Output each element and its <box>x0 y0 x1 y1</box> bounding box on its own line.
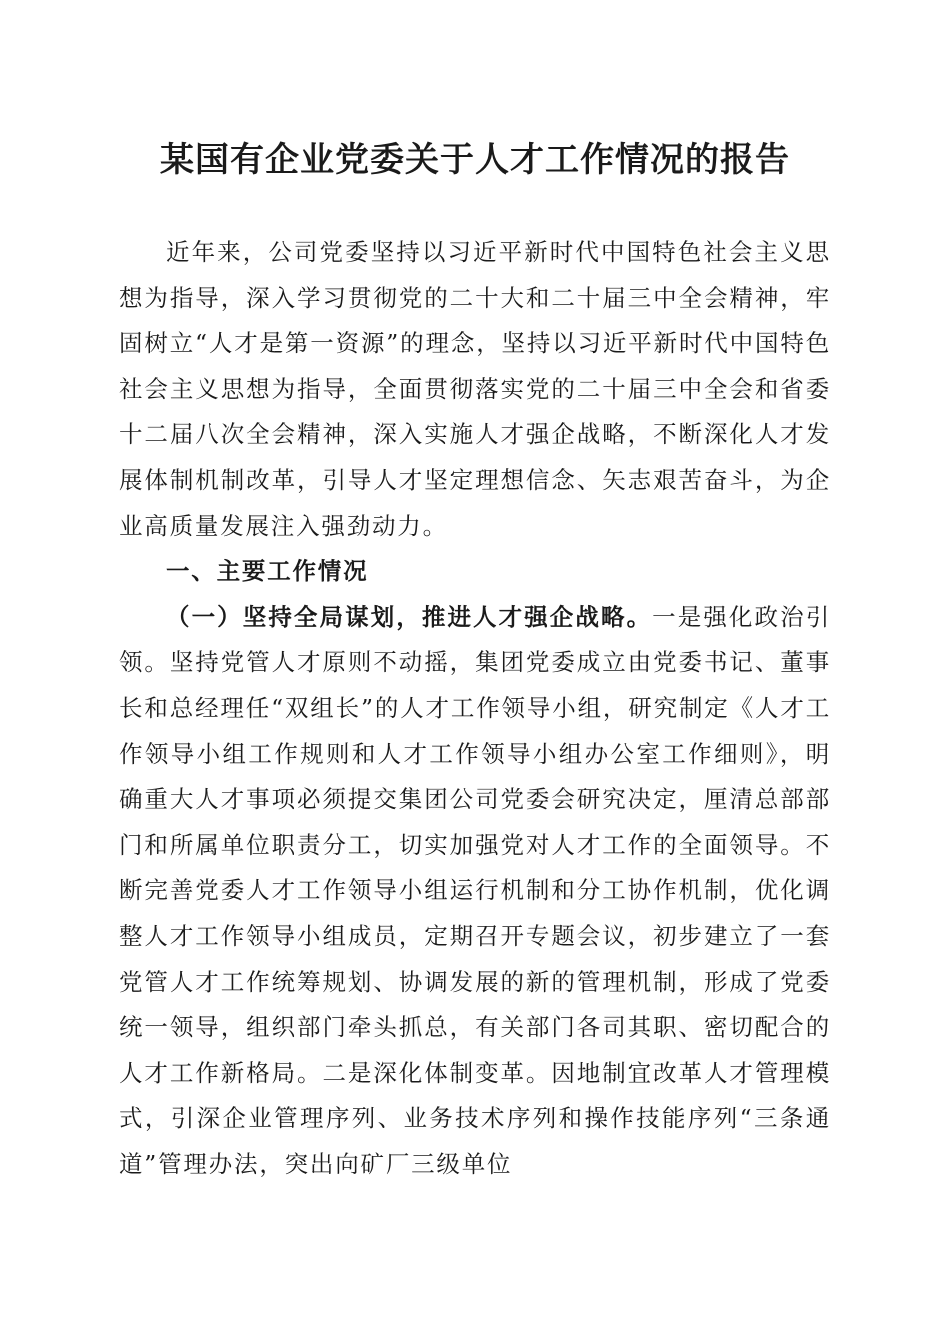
section-heading-main-work: 一、主要工作情况 <box>166 557 369 586</box>
subsection-paragraph <box>119 595 831 1188</box>
document-body <box>119 230 831 1187</box>
subsection-heading: （一）坚持全局谋划，推进人才强企战略。 <box>166 602 653 631</box>
document-title: 某国有企业党委关于人才工作情况的报告 <box>160 140 790 180</box>
subsection-body: 一是强化政治引领。坚持党管人才原则不动摇，集团党委成立由党委书记、董事长和总经理任“双组长”的人才工作领导小组，研究制定《人才工作领导小组工作规则和人才工作领导小组办公室工作细则》，明确重大人才事项必须提交集团公司党委会研究决定，厘清总部部门和所属单位职责分工，切实加强党对人才工作的全面领导。不断完善党委人才工作领导小组运行机制和分工协作机制，优化调整人才工作领导小组成员，定期召开专题会议，初步建立了一套党管人才工作统筹规划、协调发展的新的管理机制，形成了党委统一领导，组织部门牵头抓总，有关部门各司其职、密切配合的人才工作新格局。二是深化体制变革。因地制宜改革人才管理模式，引深企业管理序列、业务技术序列和操作技能序列“三条通道”管理办法，突出向矿厂三级单位 <box>119 602 831 1178</box>
intro-paragraph: 近年来，公司党委坚持以习近平新时代中国特色社会主义思想为指导，深入学习贯彻党的二十大和二十届三中全会精神，牢固树立“人才是第一资源”的理念，坚持以习近平新时代中国特色社会主义思想为指导，全面贯彻落实党的二十届三中全会和省委十二届八次全会精神，深入实施人才强企战略，不断深化人才发展体制机制改革，引导人才坚定理想信念、矢志艰苦奋斗，为企业高质量发展注入强劲动力。 <box>119 238 831 540</box>
